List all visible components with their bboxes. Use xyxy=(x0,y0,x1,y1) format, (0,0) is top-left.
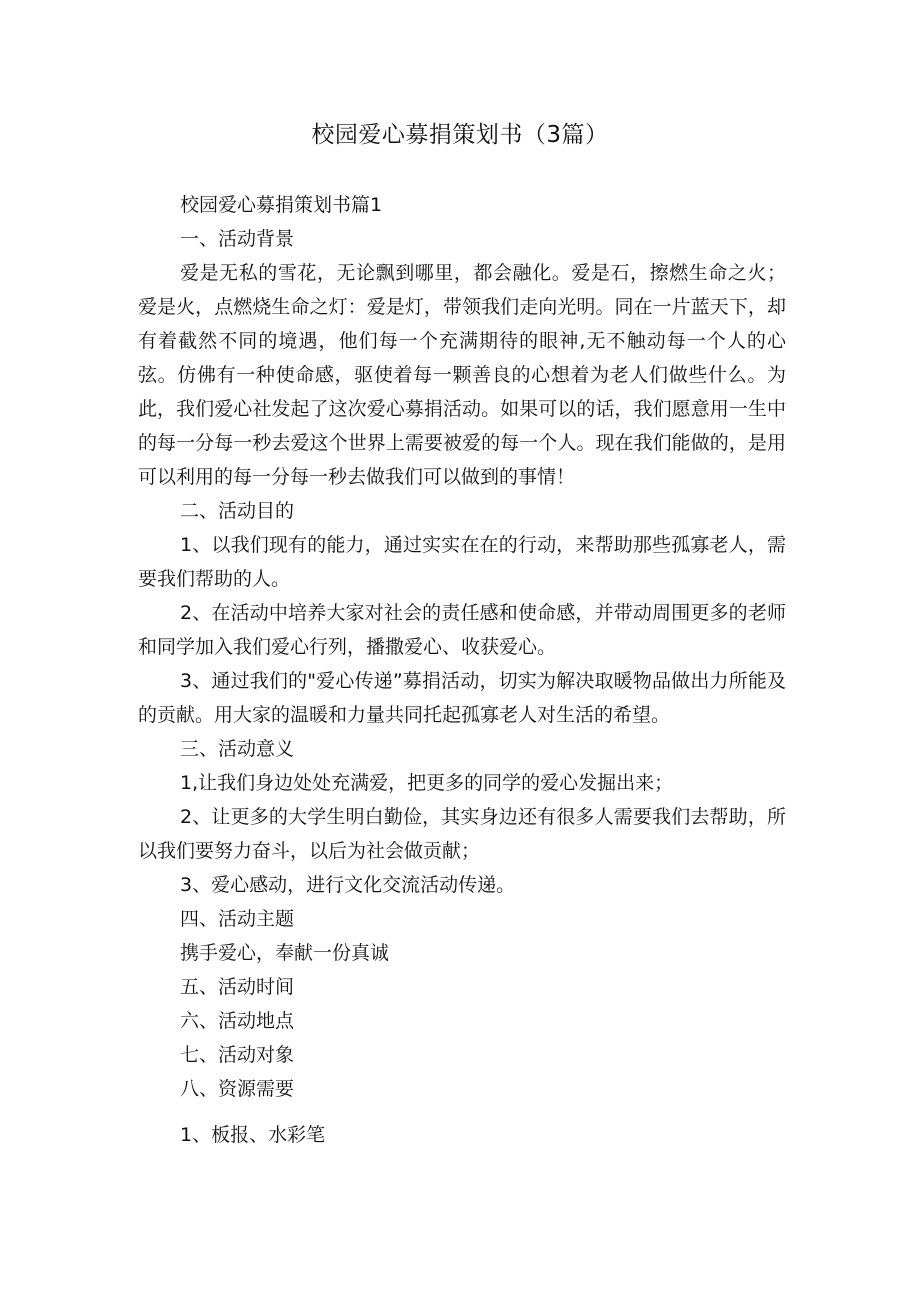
paragraph-background: 爱是无私的雪花，无论飘到哪里，都会融化。爱是石，擦燃生命之火；爱是火，点燃烧生命之灯：爱是灯，带领我们走向光明。同在一片蓝天下，却有着截然不同的境遇，他们每一个充满期待的眼神,无不触动每一个人的心弦。仿佛有一种使命感，驱使着每一颗善良的心想着为老人们做些什么。为此，我们爱心社发起了这次爱心募捐活动。如果可以的话，我们愿意用一生中的每一分每一秒去爱这个世界上需要被爱的每一个人。现在我们能做的，是用可以利用的每一分每一秒去做我们可以做到的事情！ xyxy=(138,262,786,488)
resource-item-1: 1、板报、水彩笔 xyxy=(180,1124,326,1146)
heading-time: 五、活动时间 xyxy=(180,976,295,998)
heading-resources: 八、资源需要 xyxy=(180,1078,295,1100)
purpose-item-3: 3、通过我们的"爱心传递”募捐活动，切实为解决取暖物品做出力所能及的贡献。用大家的温暖和力量共同托起孤寡老人对生活的希望。 xyxy=(138,670,786,726)
significance-item-3: 3、爱心感动，进行文化交流活动传递。 xyxy=(180,874,516,896)
document-title: 校园爱心募捐策划书（3篇） xyxy=(311,122,609,148)
heading-audience: 七、活动对象 xyxy=(180,1044,295,1066)
theme-text: 携手爱心，奉献一份真诚 xyxy=(180,942,390,964)
heading-purpose: 二、活动目的 xyxy=(180,500,295,522)
section-subtitle: 校园爱心募捐策划书篇1 xyxy=(180,194,383,216)
heading-significance: 三、活动意义 xyxy=(180,738,295,760)
significance-item-1: 1,让我们身边处处充满爱，把更多的同学的爱心发掘出来； xyxy=(180,772,674,794)
document-body xyxy=(138,188,786,1152)
purpose-item-1: 1、以我们现有的能力，通过实实在在的行动，来帮助那些孤寡老人，需要我们帮助的人。 xyxy=(138,534,786,590)
heading-background: 一、活动背景 xyxy=(180,228,295,250)
purpose-item-2: 2、在活动中培养大家对社会的责任感和使命感，并带动周围更多的老师和同学加入我们爱心行列，播撒爱心、收获爱心。 xyxy=(138,602,786,658)
significance-item-2: 2、让更多的大学生明白勤俭，其实身边还有很多人需要我们去帮助，所以我们要努力奋斗，以后为社会做贡献； xyxy=(138,806,786,862)
heading-location: 六、活动地点 xyxy=(180,1010,295,1032)
heading-theme: 四、活动主题 xyxy=(180,908,295,930)
